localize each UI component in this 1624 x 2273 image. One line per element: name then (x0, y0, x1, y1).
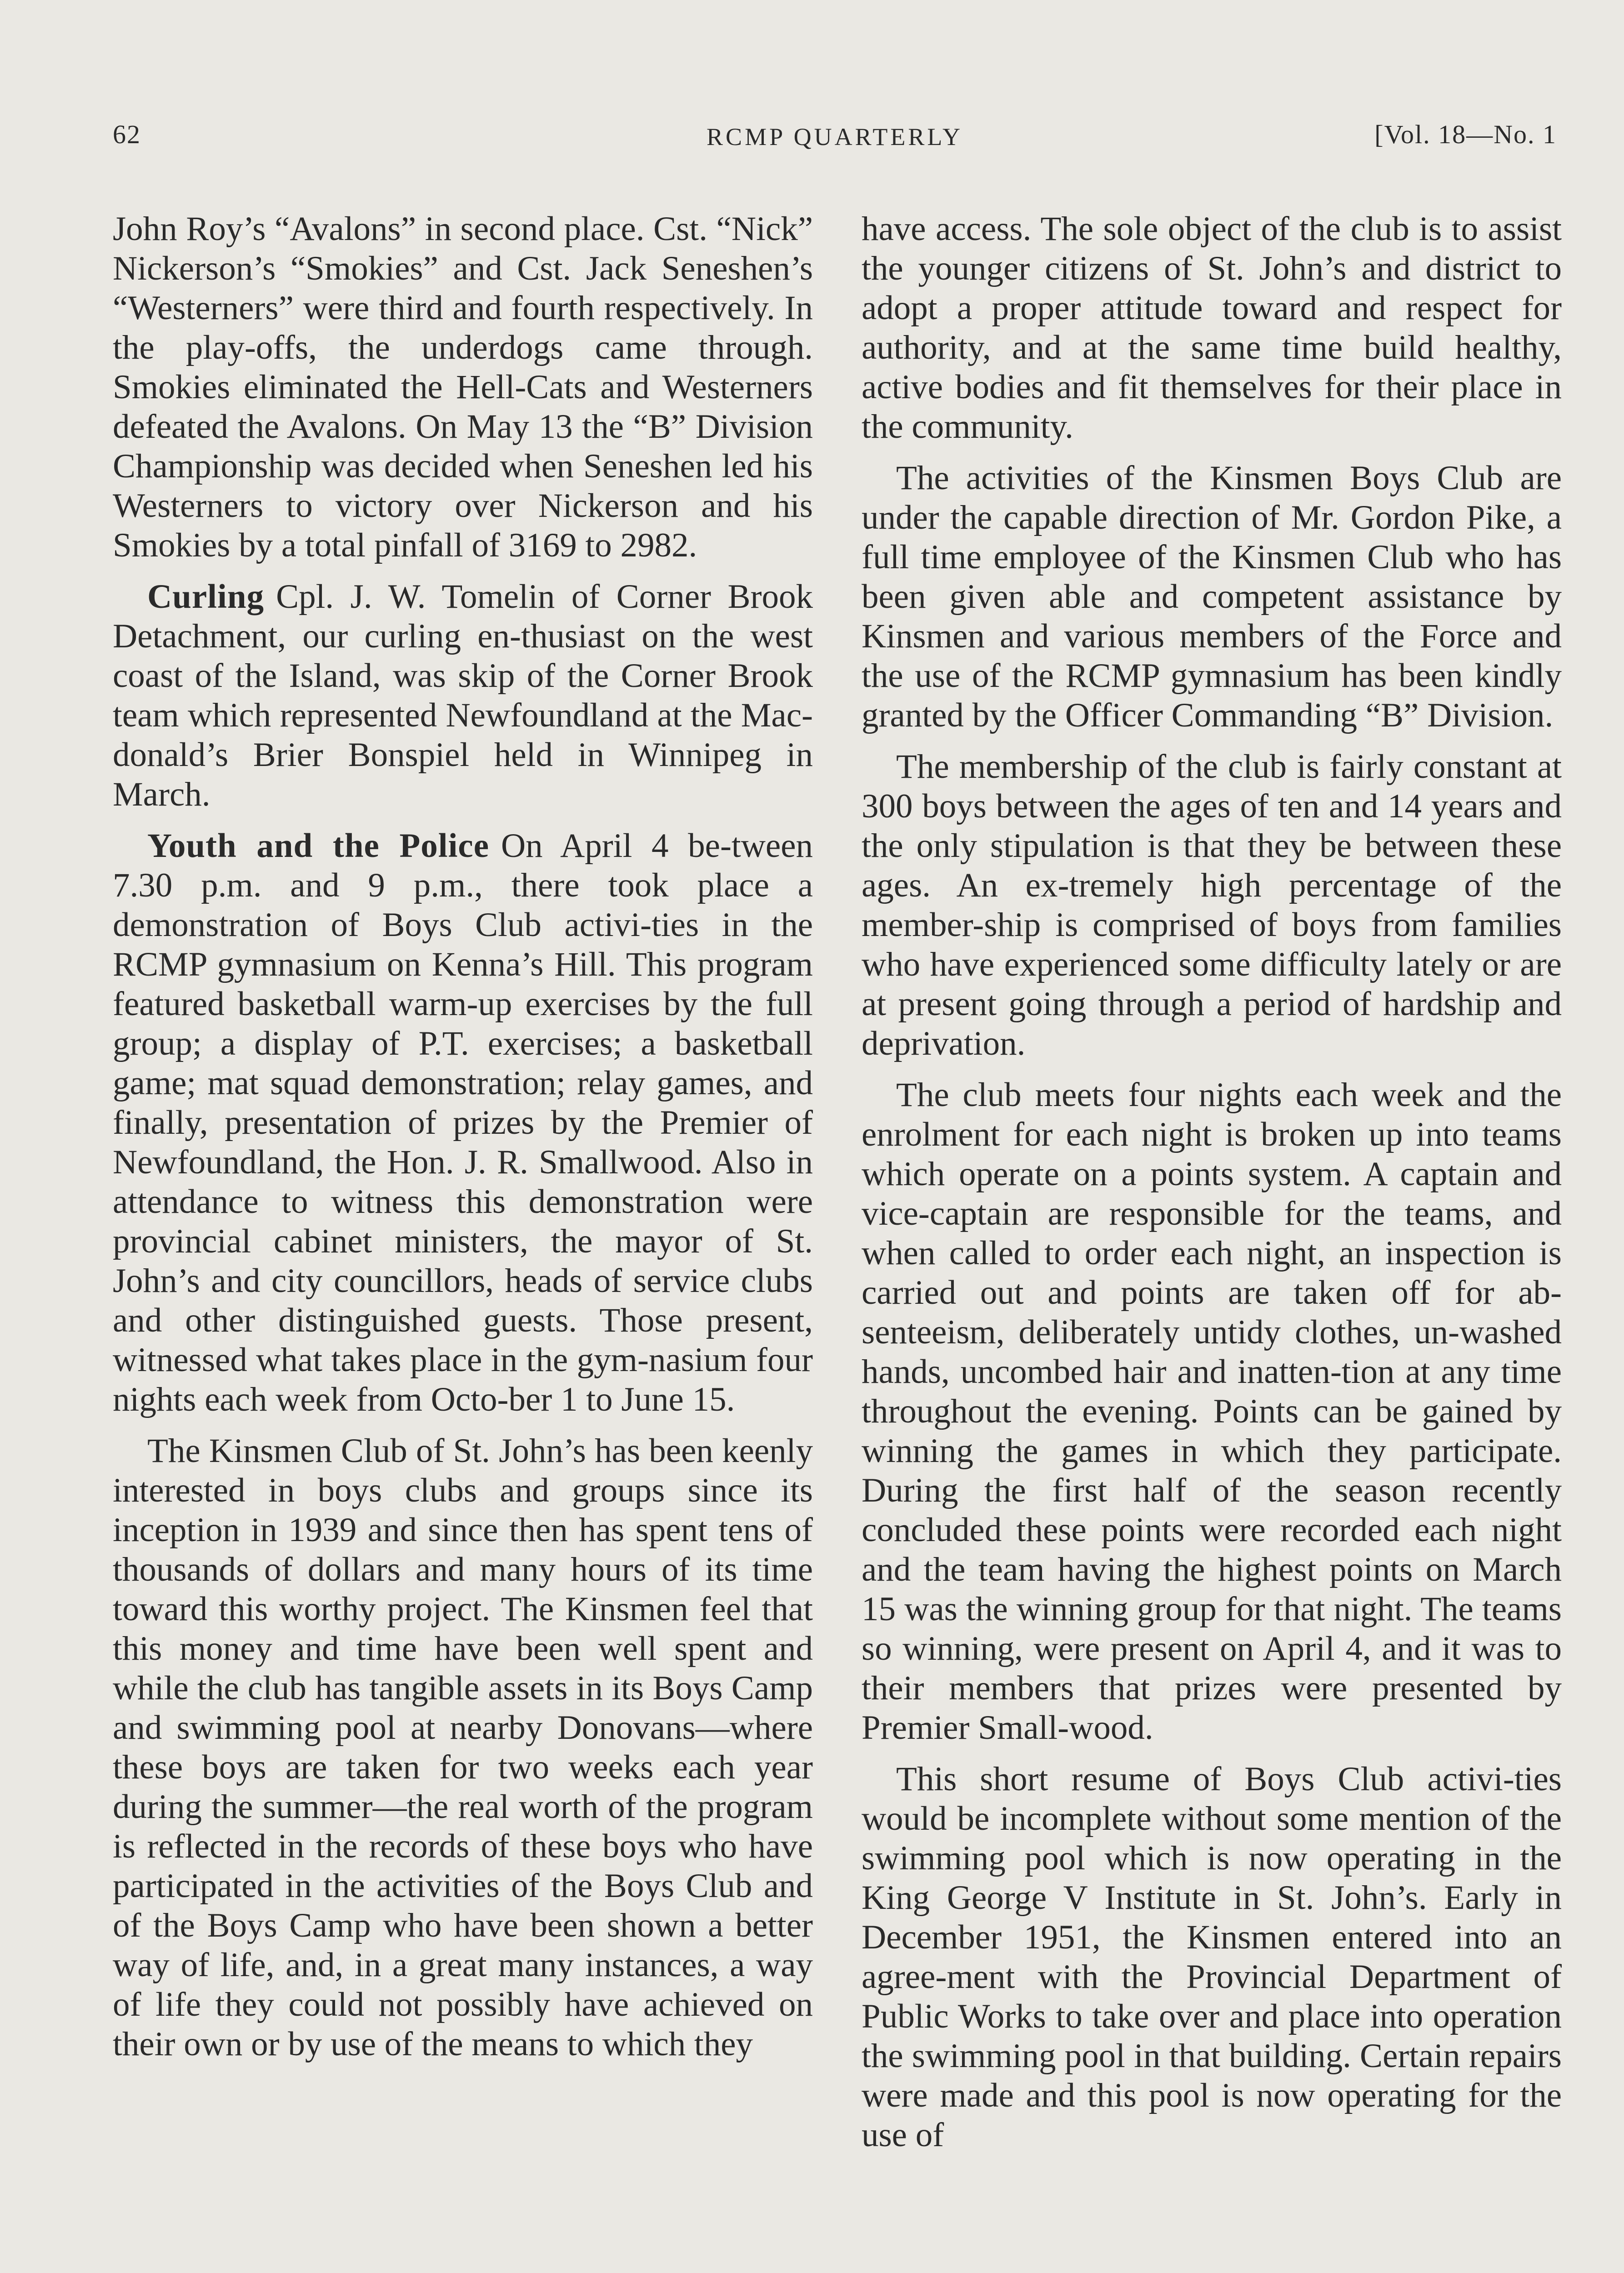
paragraph-kinsmen-club: The Kinsmen Club of St. John’s has been keenly interested in boys clubs and groups since its inception in 1939 and since then has spent tens of thousands of dollars and many hours of its time toward this worthy project. The Kinsmen feel that this money and time have been well spent and while the club has tangible assets in its Boys Camp and swimming pool at nearby Donovans—where these boys are taken for two weeks each year during the summer—the real worth of the program is reflected in the records of these boys who have participated in the activities of the Boys Club and of the Boys Camp who have been shown a better way of life, and, in a great many instances, a way of life they could not possibly have achieved on their own or by use of the means to which they (113, 1432, 813, 2063)
paragraph-bowling-results: John Roy’s “Avalons” in second place. Cst. “Nick” Nickerson’s “Smokies” and Cst. Jack Seneshen’s “Westerners” were third and fourth respectively. In the play-offs, the underdogs came through. Smokies eliminated the Hell-Cats and Westerners defeated the Avalons. On May 13 the “B” Division Championship was decided when Seneshen led his Westerners to victory over Nickerson and his Smokies by a total pinfall of 3169 to 2982. (113, 210, 813, 564)
right-column (862, 209, 1562, 2167)
left-column (113, 209, 813, 2076)
paragraph-youth-police (113, 826, 813, 1419)
section-heading-curling: Curling (147, 578, 265, 616)
page-number: 62 (113, 120, 141, 149)
section-heading-youth-police: Youth and the Police (147, 827, 490, 865)
page-header (113, 119, 1557, 160)
paragraph-membership: The membership of the club is fairly constant at 300 boys between the ages of ten and 14 years and the only stipulation is that they be between these ages. An ex-tremely high percentage of the member-ship is comprised of boys from families who have experienced some difficulty lately or are at present going through a period of hardship and deprivation. (862, 748, 1562, 1062)
running-title: RCMP QUARTERLY (707, 123, 963, 150)
paragraph-club-direction: The activities of the Kinsmen Boys Club are under the capable direction of Mr. Gordon Pike, a full time employee of the Kinsmen Club who has been given able and competent assistance by Kinsmen and various members of the Force and the use of the RCMP gymnasium has been kindly granted by the Officer Commanding “B” Division. (862, 459, 1562, 734)
paragraph-curling (113, 577, 813, 814)
paragraph-youth-police-text: On April 4 be-tween 7.30 p.m. and 9 p.m., there took place a demonstration of Boys Club activi-ties in the RCMP gymnasium on Kenna’s Hill. This program featured basketball warm-up exercises by the full group; a display of P.T. exercises; a basketball game; mat squad demonstration; relay games, and finally, presentation of prizes by the Premier of Newfoundland, the Hon. J. R. Smallwood. Also in attendance to witness this demonstration were provincial cabinet ministers, the mayor of St. John’s and city councillors, heads of service clubs and other distinguished guests. Those present, witnessed what takes place in the gym-nasium four nights each week from Octo-ber 1 to June 15. (113, 827, 813, 1418)
paragraph-club-object: have access. The sole object of the club is to assist the younger citizens of St. John’s and district to adopt a proper attitude toward and respect for authority, and at the same time build healthy, active bodies and fit themselves for their place in the community. (862, 210, 1562, 446)
issue-info: [Vol. 18—No. 1 (1374, 120, 1557, 149)
paragraph-points-system: The club meets four nights each week and the enrolment for each night is broken up into teams which operate on a points system. A captain and vice-captain are responsible for the teams, and when called to order each night, an inspection is carried out and points are taken off for ab-senteeism, deliberately untidy clothes, un-washed hands, uncombed hair and inatten-tion at any time throughout the evening. Points can be gained by winning the games in which they participate. During the first half of the season recently concluded these points were recorded each night and the team having the highest points on March 15 was the winning group for that night. The teams so winning, were present on April 4, and it was to their members that prizes were presented by Premier Small-wood. (862, 1076, 1562, 1747)
paragraph-curling-text: Cpl. J. W. Tomelin of Corner Brook Detachment, our curling en-thusiast on the west coast of the Island, was skip of the Corner Brook team which represented Newfoundland at the Mac-donald’s Brier Bonspiel held in Winnipeg in March. (113, 578, 813, 813)
paragraph-swimming-pool: This short resume of Boys Club activi-ties would be incomplete without some mention of the swimming pool which is now operating in the King George V Institute in St. John’s. Early in December 1951, the Kinsmen entered into an agree-ment with the Provincial Department of Public Works to take over and place into operation the swimming pool in that building. Certain repairs were made and this pool is now operating for the use of (862, 1760, 1562, 2154)
